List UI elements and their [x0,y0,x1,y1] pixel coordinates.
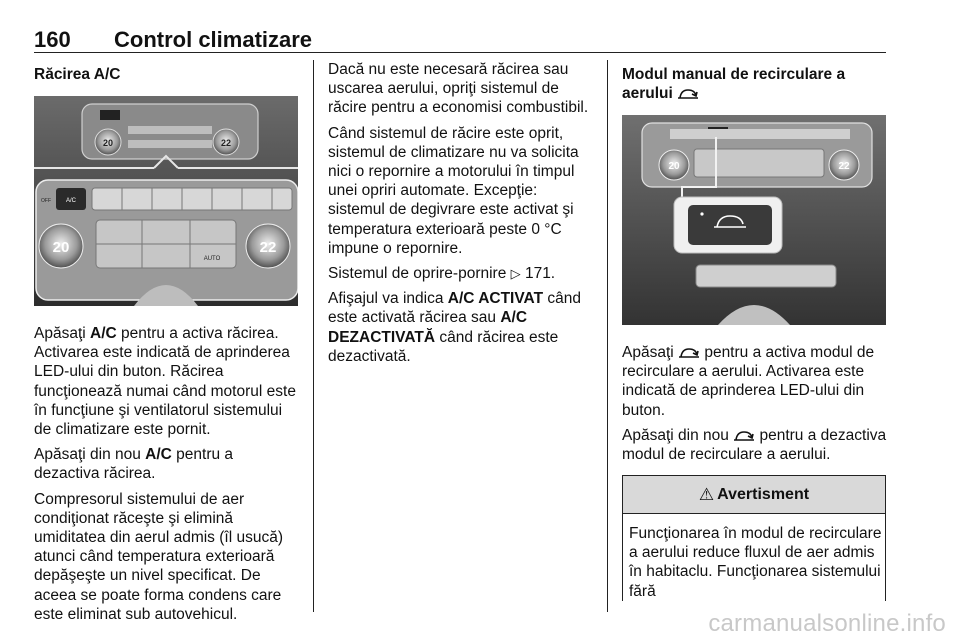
paragraph-2 [34,445,300,483]
section-heading-recirculation [622,65,888,103]
paragraph-4: Dacă nu este necesară răcirea sau uscarea aerului, opriţi sistemul de răcire pentru a economisi combustibil. [328,61,589,117]
heading-text: Modul manual de recirculare a aerului [622,66,846,102]
page-number: 160 [34,27,71,52]
small-right-temp-label: 22 [220,138,232,148]
display-term-ac-on: A/C ACTIVAT [447,290,544,308]
text-run: pentru a dezactiva modul de recirculare a aerului. [622,426,887,464]
text-run: pentru a activa răcirea. Activarea este indicată de aprinderea LED-ului din buton. Răcirea funcţionează numai când motorul este în funcţiune şi ventilatorul sistemului de climatizare este pornit. [34,325,296,439]
paragraph-3: Compresorul sistemului de aer condiţionat răceşte şi elimină umiditatea din aerul admis (îl usucă) atunci când temperatura exterioară depăşeşte un nivel specificat. De aceea se poate forma condens care este eliminat sub autovehicul. [34,490,283,623]
air-recirculation-icon [678,347,700,359]
ac-button-label: A/C [65,198,77,204]
paragraph-6 [328,264,594,283]
right-temp-label: 22 [838,161,850,172]
column-3 [622,60,888,470]
watermark: carmanualsonline.info [708,610,946,637]
recirculation-button-photo [622,115,886,325]
climate-control-panel-photo [34,96,298,306]
left-temp-label: 20 [668,161,680,172]
small-left-temp-label: 20 [102,138,114,148]
paragraph-5: Când sistemul de răcire este oprit, sistemul de climatizare nu va solicita nici o repornire a motorului în timpul unei opriri automate. Excepţie: sistemul de degivrare este activat şi temperatura exterioară peste 0 °C impune o repornire. [328,124,579,257]
warning-box [622,475,886,601]
text-run: pentru a dezactiva răcirea. [34,446,234,483]
display-term-ac-off: A/C DEZACTIVATĂ [328,309,528,346]
column-2 [328,60,594,372]
text-run: Afişajul va indica [328,290,448,308]
text-run: Sistemul de oprire-pornire [328,265,511,283]
text-run: când este activată răcirea sau [328,290,581,327]
auto-button-label: AUTO [203,256,221,262]
column-divider [607,60,608,612]
paragraph-8 [622,343,888,420]
warning-text: Funcţionarea în modul de recirculare a aerului reduce fluxul de aer admis în habitaclu. Funcţionarea sistemului fără [629,525,882,600]
right-temp-knob-label: 22 [259,239,277,256]
off-button-label: OFF [41,198,51,204]
warning-title: Avertisment [717,485,810,503]
text-run: Apăsaţi [622,344,679,361]
ac-term: A/C [145,446,172,464]
page-reference-arrow-icon: ▷ [510,266,521,282]
text-run: pentru a activa modul de recirculare a aerului. Activarea este indicată de aprinderea LED-ului din buton. [622,344,875,419]
column-divider [313,60,314,612]
paragraph-7 [328,289,594,366]
left-temp-knob-label: 20 [52,239,70,256]
text-run: când răcirea este dezactivată. [328,328,559,365]
text-run: Apăsaţi [34,325,91,342]
ac-term: A/C [90,325,117,342]
text-run: Apăsaţi din nou [34,446,146,464]
paragraph-9 [622,426,888,464]
page-reference-number: 171. [520,265,556,283]
paragraph-1 [34,324,300,439]
page-header [34,8,886,53]
warning-header [623,476,885,514]
section-heading-ac-cooling: Răcirea A/C [34,66,121,83]
air-recirculation-icon [677,88,699,100]
warning-triangle-icon: ⚠ [698,484,715,504]
column-1 [34,60,300,630]
chapter-title: Control climatizare [114,27,313,52]
text-run: Apăsaţi din nou [622,426,734,444]
air-recirculation-icon [733,430,755,442]
